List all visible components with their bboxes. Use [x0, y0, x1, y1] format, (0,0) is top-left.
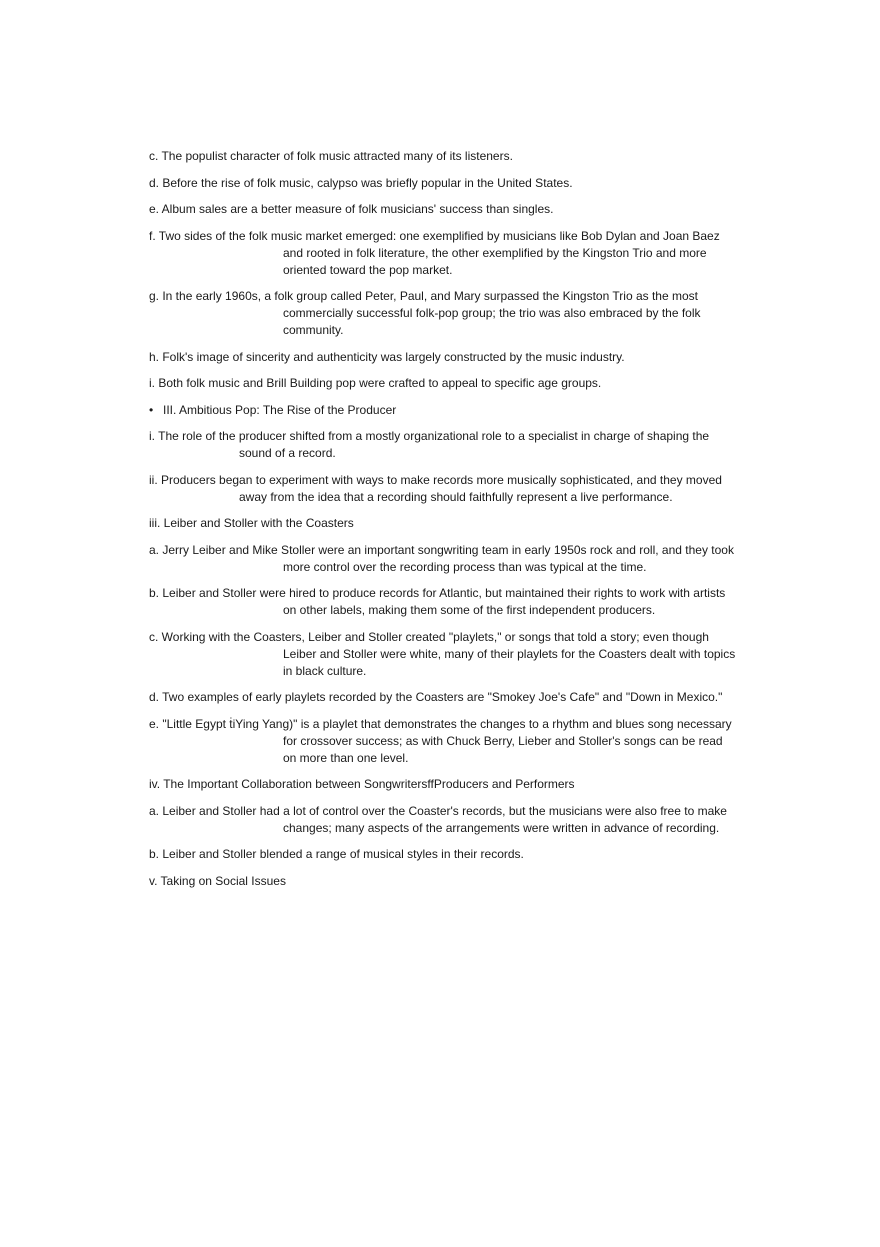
paragraph-a-control: a. Leiber and Stoller had a lot of control over the Coaster's records, but the musicians were also free to make changes; many aspects of the arrangements were written in advance of recording.	[149, 803, 727, 835]
paragraph-a-songwriting-team: a. Jerry Leiber and Mike Stoller were an important songwriting team in early 1950s rock and roll, and they took more control over the recording process than was typical at the time.	[149, 542, 734, 574]
paragraph-i-producer-role: i. The role of the producer shifted from a mostly organizational role to a specialist in charge of shaping the sound of a record.	[149, 429, 710, 460]
paragraph-c-playlets: c. Working with the Coasters, Leiber and Stoller created "playlets," or songs that told a story; even though Leiber and Stoller were white, many of their playlets for the Coasters dealt with topics in black culture.	[149, 629, 736, 678]
paragraph-iv-collaboration: iv. The Important Collaboration between SongwritersffProducers and Performers	[149, 777, 575, 791]
document-body	[149, 148, 739, 899]
paragraph-h-folk-image: h. Folk's image of sincerity and authenticity was largely constructed by the music industry.	[149, 349, 625, 364]
paragraph-d-examples: d. Two examples of early playlets recorded by the Coasters are "Smokey Joe's Cafe" and "Down in Mexico."	[149, 690, 723, 704]
paragraph-c-populist: c. The populist character of folk music attracted many of its listeners.	[149, 149, 513, 163]
section-heading-text: III. Ambitious Pop: The Rise of the Producer	[163, 402, 397, 417]
paragraph-b-atlantic: b. Leiber and Stoller were hired to produce records for Atlantic, but maintained their rights to work with artists on other labels, making them some of the first independent producers.	[149, 586, 726, 617]
paragraph-d-calypso: d. Before the rise of folk music, calypso was briefly popular in the United States.	[149, 175, 573, 190]
paragraph-g-peter-paul-mary: g. In the early 1960s, a folk group called Peter, Paul, and Mary surpassed the Kingston Trio as the most commercially successful folk-pop group; the trio was also embraced by the folk community.	[149, 289, 701, 337]
paragraph-v-social-issues: v. Taking on Social Issues	[149, 873, 286, 888]
paragraph-e-album-sales: e. Album sales are a better measure of folk musicians' success than singles.	[149, 202, 554, 216]
paragraph-b-blended: b. Leiber and Stoller blended a range of musical styles in their records.	[149, 847, 524, 861]
paragraph-f-two-sides: f. Two sides of the folk music market emerged: one exemplified by musicians like Bob Dylan and Joan Baez and rooted in folk literature, the other exemplified by the Kingston Trio and more oriented toward the pop market.	[149, 228, 720, 277]
paragraph-i-brill-building: i. Both folk music and Brill Building pop were crafted to appeal to specific age groups.	[149, 376, 602, 390]
paragraph-e-little-egypt: e. "Little Egypt ṫiYing Yang)" is a playlet that demonstrates the changes to a rhythm and blues song necessary for crossover success; as with Chuck Berry, Lieber and Stoller's songs can be read on more than one level.	[149, 716, 732, 765]
paragraph-iii-leiber-stoller: iii. Leiber and Stoller with the Coasters	[149, 516, 354, 530]
paragraph-ii-producers-experiment: ii. Producers began to experiment with ways to make records more musically sophisticated, and they moved away from the idea that a recording should faithfully represent a live performance.	[149, 472, 722, 504]
bullet-icon: •	[149, 402, 154, 417]
section-heading	[149, 402, 739, 419]
